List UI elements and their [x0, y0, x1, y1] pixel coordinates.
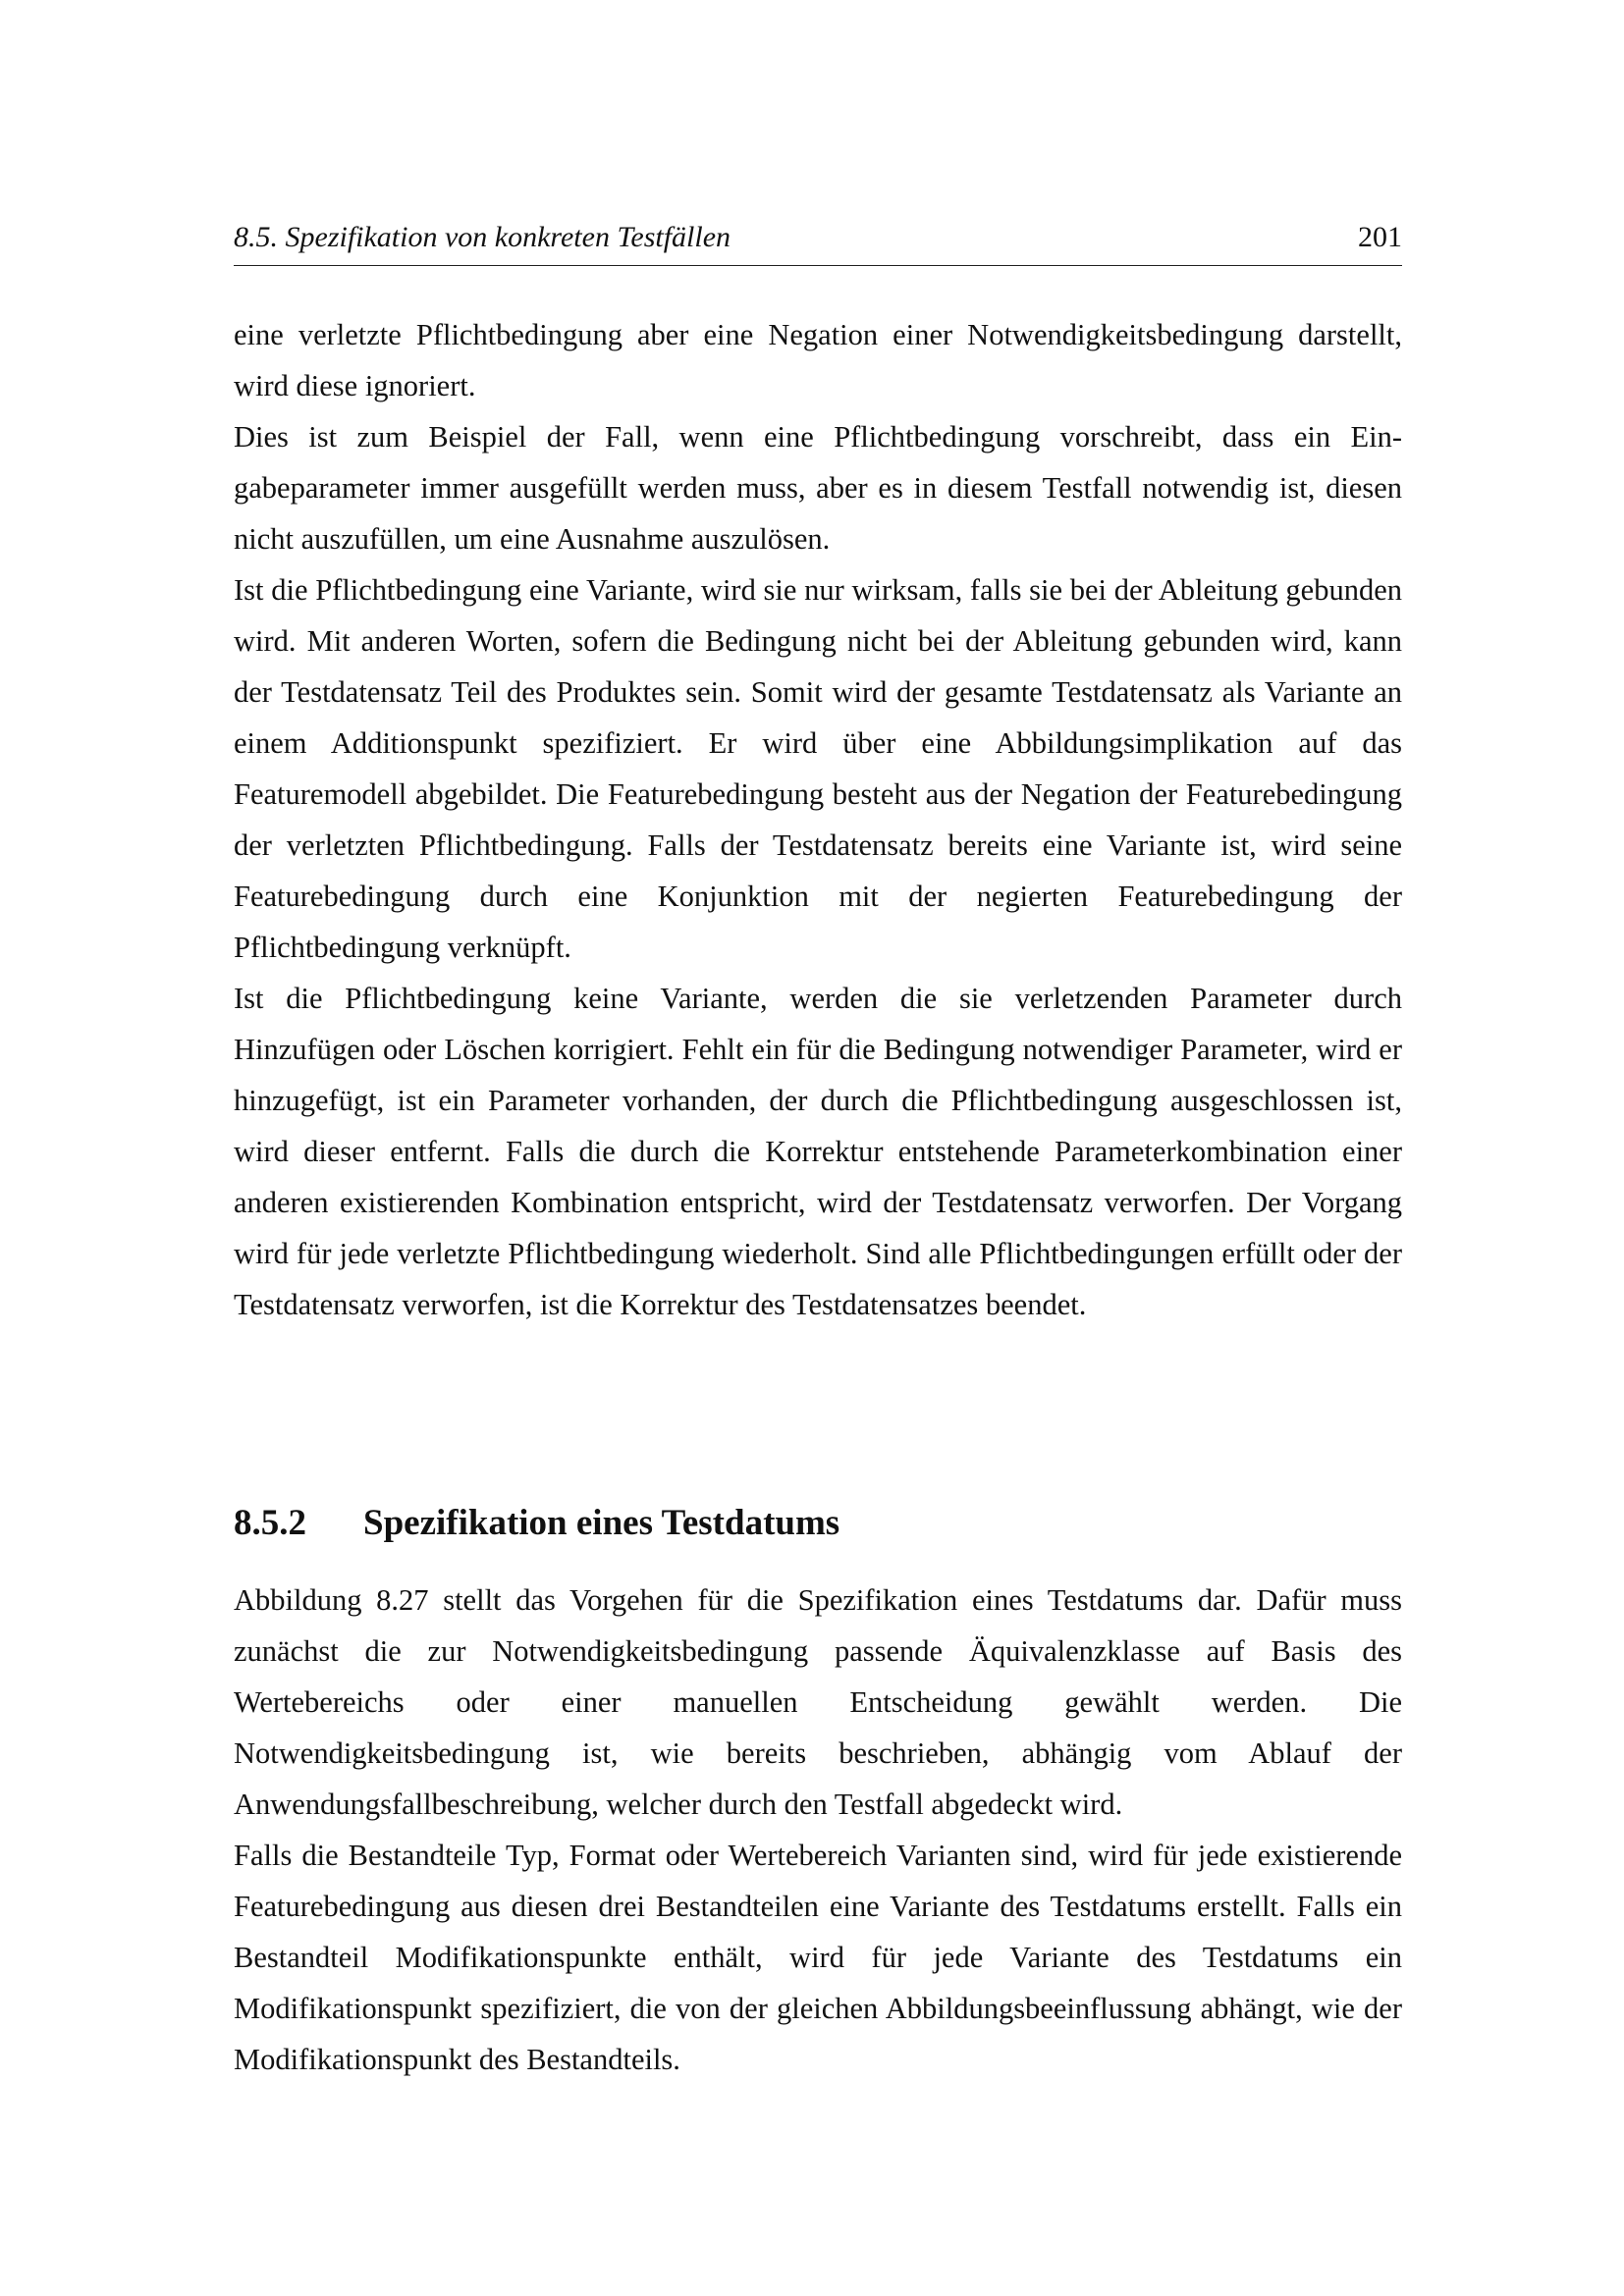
body-text — [234, 309, 1402, 1330]
paragraph-continuation: eine verletzte Pflichtbedingung aber eine Negation einer Notwendigkeitsbedingung darstellt, wird diese ignoriert. — [234, 318, 1402, 402]
section-body-text — [234, 1575, 1402, 2085]
section-paragraph-variants: Falls die Bestandteile Typ, Format oder Wertebereich Varianten sind, wird für jede existierende Featurebedingung aus diesen drei Bestandteilen eine Variante des Testdatums erstellt. Falls ein Bestandteil Modifikationspunkte enthält, wird für jede Variante des Testdatums ein Modifikationspunkt spezifiziert, die von der gleichen Abbildungsbeeinflussung abhängt, wie der Modifikationspunkt des Bestandteils. — [234, 1839, 1402, 2076]
paragraph-variant-case: Ist die Pflichtbedingung eine Variante, wird sie nur wirksam, falls sie bei der Ableitung gebunden wird. Mit anderen Worten, sofern die Bedingung nicht bei der Ableitung gebunden wird, kann der Testdatensatz Teil des Produktes sein. Somit wird der gesamte Testdatensatz als Variante an einem Additionspunkt spezifiziert. Er wird über eine Abbildungsimplikation auf das Featuremodell abgebildet. Die Featurebedingung besteht aus der Negation der Featurebedingung der verletzten Pflichtbedingung. Falls der Testdatensatz bereits eine Variante ist, wird seine Featurebedingung durch eine Konjunktion mit der negierten Featurebedingung der Pflichtbedingung verknüpft. — [234, 573, 1402, 964]
section-paragraph-intro: Abbildung 8.27 stellt das Vorgehen für die Spezifikation eines Testdatums dar. Dafür muss zunächst die zur Notwendigkeitsbedingung passende Äquivalenzklasse auf Basis des Wertebereichs oder einer manuellen Entscheidung gewählt werden. Die Notwendigkeitsbedingung ist, wie bereits beschrieben, abhängig vom Ablauf der Anwendungsfallbeschreibung, welcher durch den Testfall abgedeckt wird. — [234, 1583, 1402, 1821]
section-number: 8.5.2 — [234, 1503, 306, 1543]
running-title: 8.5. Spezifikation von konkreten Testfällen — [234, 221, 731, 253]
section-title: Spezifikation eines Testdatums — [363, 1503, 840, 1543]
page-number: 201 — [1358, 221, 1402, 253]
paragraph-example: Dies ist zum Beispiel der Fall, wenn eine Pflichtbedingung vorschreibt, dass ein Eingabeparameter immer ausgefüllt werden muss, aber es in diesem Testfall notwendig ist, diesen nicht auszufüllen, um eine Ausnahme auszulösen. — [234, 420, 1402, 556]
running-header — [234, 218, 1402, 266]
paragraph-non-variant-case: Ist die Pflichtbedingung keine Variante, werden die sie verletzenden Parameter durch Hinzufügen oder Löschen korrigiert. Fehlt ein für die Bedingung notwendiger Parameter, wird er hinzugefügt, ist ein Parameter vorhanden, der durch die Pflichtbedingung ausgeschlossen ist, wird dieser entfernt. Falls die durch die Korrektur entstehende Parameterkombination einer anderen existierenden Kombination entspricht, wird der Testdatensatz verworfen. Der Vorgang wird für jede verletzte Pflichtbedingung wiederholt. Sind alle Pflichtbedingungen erfüllt oder der Testdatensatz verworfen, ist die Korrektur des Testdatensatzes beendet. — [234, 982, 1402, 1321]
section-heading — [234, 1499, 1402, 1548]
